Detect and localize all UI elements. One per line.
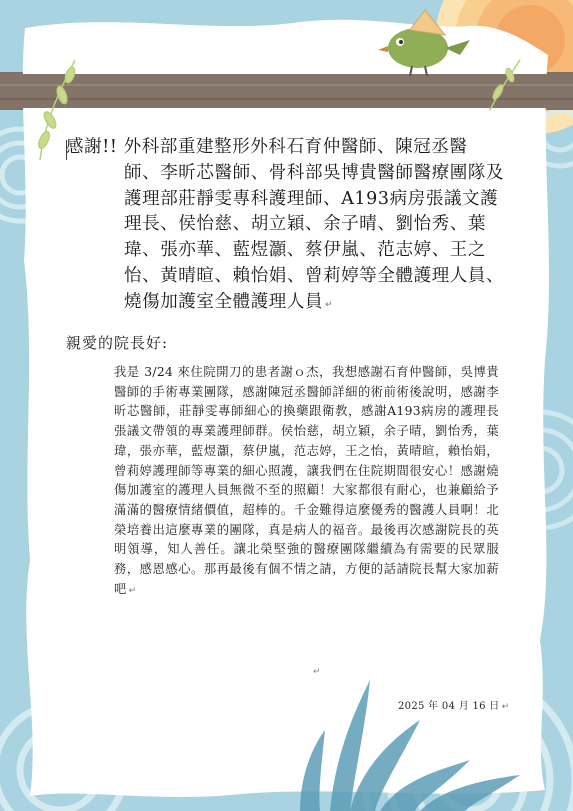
paragraph-mark-icon: ↵ <box>128 585 137 596</box>
title-continuation: 師、李昕芯醫師、骨科部吳博貴醫師醫療團隊及護理部莊靜雯專科護理師、A193病房張議文護理長、侯怡慈、胡立穎、余子晴、劉怡秀、葉瑋、張亦華、藍煜灝、蔡伊嵐、范志婷、王之怡、黃晴暄、賴怡娟、曾莉婷等全體護理人員、燒傷加護室全體護理人員 ↵ <box>124 162 505 312</box>
letter-title <box>66 135 516 319</box>
title-line-1: 感謝!! 外科部重建整形外科石育仲醫師、陳冠丞醫 <box>66 137 468 157</box>
letter-date: 2025 年 04 月 16 日 ↵ <box>398 701 510 712</box>
paragraph-mark-icon: ↵ <box>313 667 321 677</box>
greeting: 親愛的院長好: <box>66 334 169 352</box>
paragraph-mark-icon: ↵ <box>501 702 510 712</box>
paragraph-mark-icon: ↵ <box>325 299 334 310</box>
letter-body-text: 我是 3/24 來住院開刀的患者謝ｏ杰，我想感謝石育仲醫師，吳博貴醫師的手術專業團隊，感謝陳冠丞醫師詳細的術前術後說明，感謝李昕芯醫師，莊靜雯專師細心的換藥跟衛教，感謝A193病房的護理長張議文帶領的專業護理師群。侯怡慈，胡立穎，余子晴，劉怡秀，葉瑋，張亦華，藍煜灝，蔡伊嵐，范志婷，王之怡，黃晴暄，賴怡娟，曾莉婷護理師等專業的細心照護，讓我們在住院期間很安心！感謝燒傷加護室的護理人員無微不至的照顧！大家都很有耐心，也兼顧給予滿滿的醫療情緒價值，超棒的。千金難得這麼優秀的醫護人員啊！北榮培養出這麼專業的團隊，真是病人的福音。最後再次感謝院長的英明領導，知人善任。讓北榮堅強的醫療團隊繼續為有需要的民眾服務，感恩感心。那再最後有個不情之請，方便的話請院長幫大家加薪吧 <box>114 365 499 596</box>
letter-body <box>114 363 499 601</box>
